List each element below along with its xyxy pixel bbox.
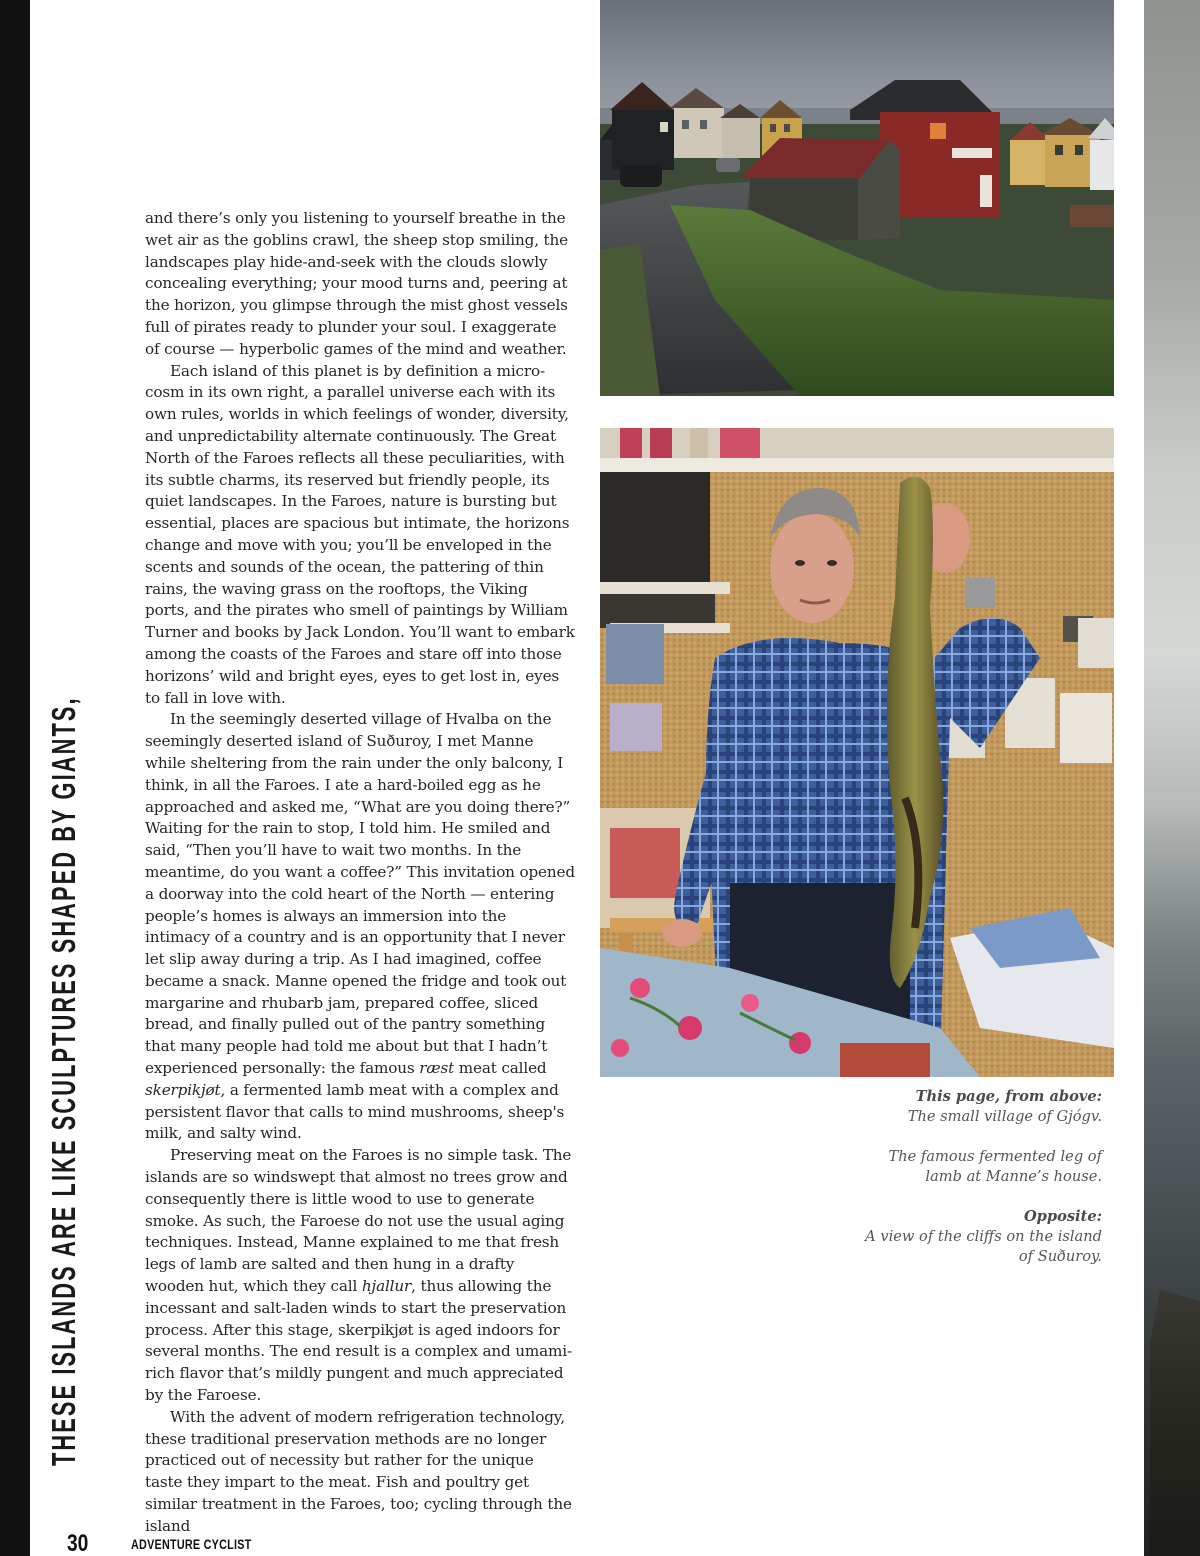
caption-village: The small village of Gjógv. [907,1108,1102,1125]
body-paragraph-4-part-b: , thus allowing the incessant and salt-laden winds to start the preservation process. After this stage, skerpikjøt is aged indoors for several months. The end result is a complex and umami-rich flavor that’s mildly pungent and much appreciated by the Faroese. [145,1277,572,1405]
article-body [145,208,575,1538]
magazine-name: ADVENTURE CYCLIST [131,1537,252,1552]
caption-lamb-leg: The famous fermented leg of lamb at Manne’s house. [888,1148,1102,1185]
body-paragraph-4-part-a: Preserving meat on the Faroes is no simple task. The islands are so windswept that almost no trees grow and consequently there is little wood to use to generate smoke. As such, the Faroese do not use the usual aging techniques. Instead, Manne explained to me that fresh legs of lamb are salted and then hung in a drafty wooden hut, which they call [145,1146,572,1296]
body-paragraph-3-part-a: In the seemingly deserted village of Hvalba on the seemingly deserted island of Suðuroy, I met Manne while sheltering from the rain under the only balcony, I think, in all the Faroes. I ate a hard-boiled egg as he approached and asked me, “What are you doing there?” Waiting for the rain to stop, I told him. He smiled and said, “Then you’ll have to wait two months. In the meantime, do you want a coffee?” This invitation opened a doorway into the cold heart of the North — entering people’s homes is always an immersion into the intimacy of a country and is an opportunity that I never let slip away during a trip. As I had imagined, coffee became a snack. Manne opened the fridge and took out margarine and rhubarb jam, prepared coffee, sliced bread, and finally pulled out of the pantry something that many people had told me about but that I hadn’t experienced personally: the famous [145,710,575,1078]
caption-lead-opposite: Opposite: [1023,1208,1102,1225]
caption-lead-this-page: This page, from above: [915,1088,1102,1105]
photo-village-gjogv [600,0,1114,396]
page-number: 30 [67,1530,89,1556]
body-paragraph-3-part-b: meat called [454,1059,547,1078]
term-hjallur: hjallur [361,1277,412,1296]
opposite-page-rock [1150,1290,1200,1556]
photo-caption [862,1087,1102,1287]
left-black-bar [0,0,30,1556]
body-paragraph-3 [145,709,575,1145]
caption-block-3 [862,1207,1102,1267]
term-skerpikjot: skerpikjøt [145,1080,221,1099]
body-paragraph-3-part-c: , a fermented lamb meat with a complex and persistent flavor that calls to mind mushrooms, sheep's milk, and salty wind. [145,1080,565,1143]
manne-illustration [600,428,1114,1077]
body-paragraph-4 [145,1145,575,1407]
body-paragraph-2: Each island of this planet is by definition a microcosm in its own right, a parallel universe each with its own rules, worlds in which feelings of wonder, diversity, and unpredictability alternate continuously. The Great North of the Faroes reflects all these peculiarities, with its subtle charms, its reserved but friendly people, its quiet landscapes. In the Faroes, nature is bursting but essential, places are spacious but intimate, the horizons change and move with you; you’ll be enveloped in the scents and sounds of the ocean, the pattering of thin rains, the waving grass on the rooftops, the Viking ports, and the pirates who smell of paintings by William Turner and books by Jack London. You’ll want to embark among the coasts of the Faroes and stare off into those horizons’ wild and bright eyes, eyes to get lost in, eyes to fall in love with. [145,361,575,707]
pull-quote-text: THESE ISLANDS ARE LIKE SCULPTURES SHAPED BY GIANTS, [45,696,82,1466]
vertical-pull-quote [47,300,80,1466]
photo-manne-fermented-lamb [600,428,1114,1077]
body-paragraph-5: With the advent of modern refrigeration technology, these traditional preservation methods are no longer practiced out of necessity but rather for the unique taste they impart to the meat. Fish and poultry get similar treatment in the Faroes, too; cycling through the island [145,1407,572,1535]
caption-cliffs: A view of the cliffs on the island of Suðuroy. [865,1228,1102,1265]
caption-block-1 [862,1087,1102,1127]
village-illustration [600,0,1114,396]
caption-block-2 [862,1147,1102,1187]
term-raest: ræst [419,1059,455,1078]
body-paragraph-1: and there’s only you listening to yourself breathe in the wet air as the goblins crawl, the sheep stop smiling, the landscapes play hide-and-seek with the clouds slowly concealing everything; your mood turns and, peering at the horizon, you glimpse through the mist ghost vessels full of pirates ready to plunder your soul. I exaggerate of course — hyperbolic games of the mind and weather. [145,209,568,358]
